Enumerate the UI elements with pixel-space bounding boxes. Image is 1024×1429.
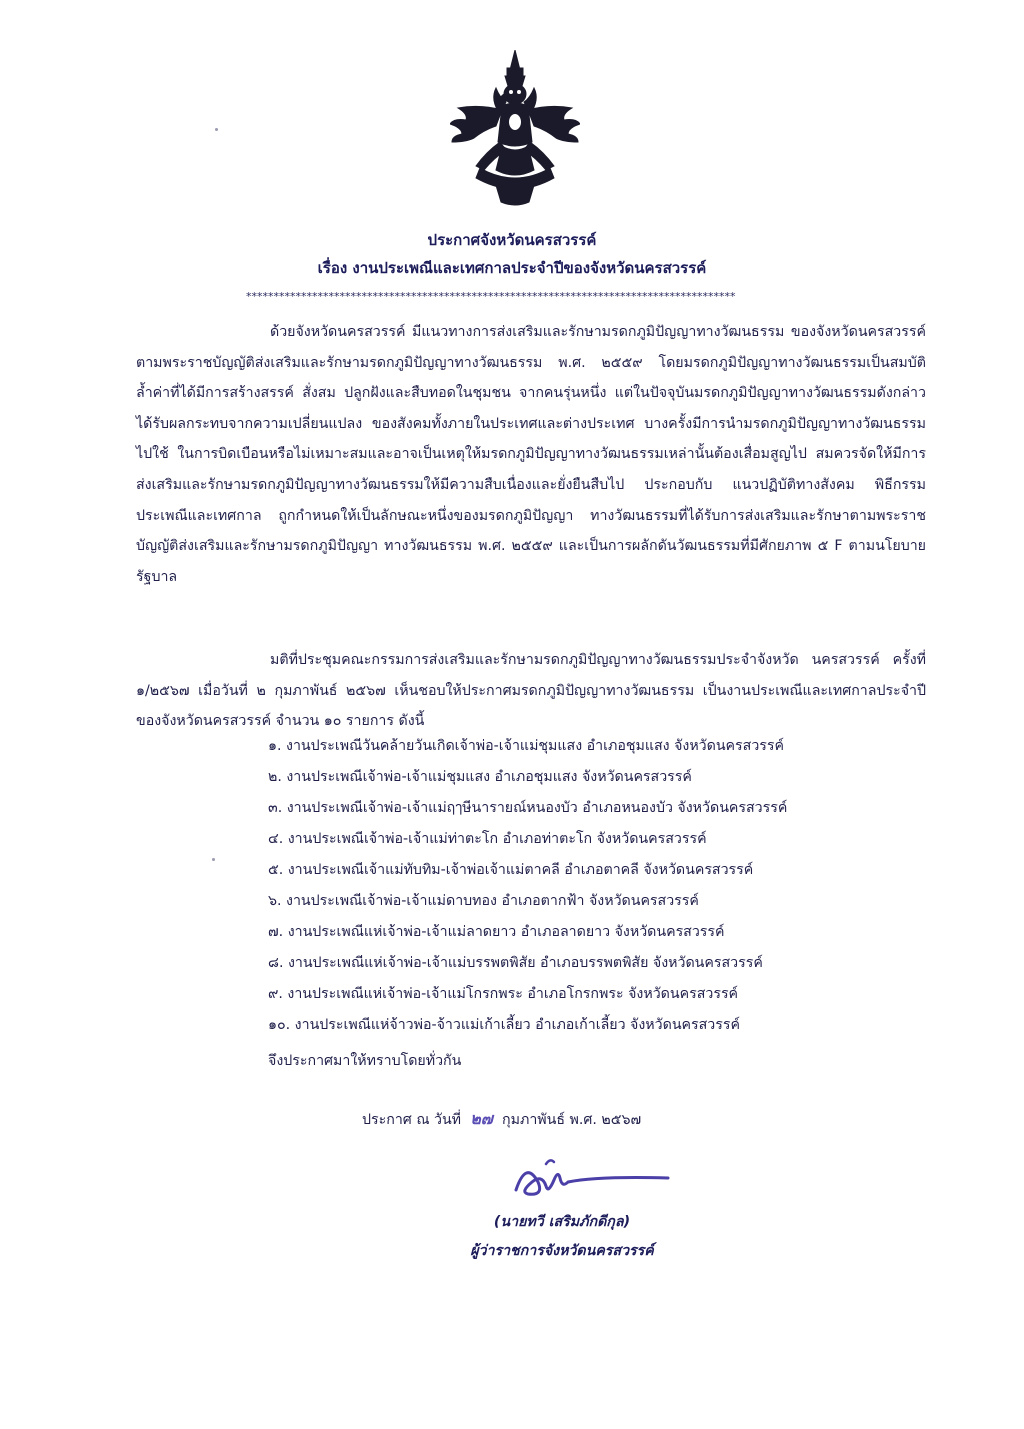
- garuda-emblem-icon: [450, 50, 580, 210]
- announcement-title: ประกาศจังหวัดนครสวรรค์: [427, 231, 597, 249]
- announcement-subject: เรื่อง งานประเพณีและเทศกาลประจำปีของจังหวัดนครสวรรค์: [317, 259, 707, 277]
- signature-icon: [506, 1150, 686, 1210]
- signer-position: ผู้ว่าราชการจังหวัดนครสวรรค์: [470, 1243, 654, 1259]
- date-prefix: ประกาศ ณ วันที่: [362, 1112, 462, 1128]
- paragraph-2: มติที่ประชุมคณะกรรมการส่งเสริมและรักษามรดกภูมิปัญญาทางวัฒนธรรมประจำจังหวัด นครสวรรค์ ครั้งที่ ๑/๒๕๖๗ เมื่อวันที่ ๒ กุมภาพันธ์ ๒๕๖๗ เห็นชอบให้ประกาศมรดกภูมิปัญญาทางวัฒนธรรม เป็นงานประเพณีและเทศกาลประจำปีของจังหวัดนครสวรรค์ จำนวน ๑๐ รายการ ดังนี้: [136, 652, 926, 730]
- list-item: ๗. งานประเพณีแห่เจ้าพ่อ-เจ้าแม่ลาดยาว อำเภอลาดยาว จังหวัดนครสวรรค์: [268, 924, 725, 940]
- list-item: ๘. งานประเพณีแห่เจ้าพ่อ-เจ้าแม่บรรพตพิสัย อำเภอบรรพตพิสัย จังหวัดนครสวรรค์: [268, 955, 763, 971]
- list-item: ๓. งานประเพณีเจ้าพ่อ-เจ้าแม่ฤๅษีนารายณ์หนองบัว อำเภอหนองบัว จังหวัดนครสวรรค์: [268, 800, 788, 816]
- list-item: ๒. งานประเพณีเจ้าพ่อ-เจ้าแม่ชุมแสง อำเภอชุมแสง จังหวัดนครสวรรค์: [268, 769, 692, 785]
- list-item: ๖. งานประเพณีเจ้าพ่อ-เจ้าแม่ดาบทอง อำเภอตากฟ้า จังหวัดนครสวรรค์: [268, 893, 699, 909]
- list-item: ๑. งานประเพณีวันคล้ายวันเกิดเจ้าพ่อ-เจ้าแม่ชุมแสง อำเภอชุมแสง จังหวัดนครสวรรค์: [268, 738, 785, 754]
- scan-speck: [212, 858, 215, 861]
- scan-speck: [215, 128, 218, 131]
- announcement-date: [362, 1107, 641, 1132]
- closing-statement: จึงประกาศมาให้ทราบโดยทั่วกัน: [268, 1053, 462, 1069]
- date-suffix: กุมภาพันธ์ พ.ศ. ๒๕๖๗: [502, 1112, 642, 1128]
- list-item: ๕. งานประเพณีเจ้าแม่ทับทิม-เจ้าพ่อเจ้าแม่ตาคลี อำเภอตาคลี จังหวัดนครสวรรค์: [268, 862, 754, 878]
- paragraph-1: ด้วยจังหวัดนครสวรรค์ มีแนวทางการส่งเสริมและรักษามรดกภูมิปัญญาทางวัฒนธรรม ของจังหวัดนครสวรรค์ ตามพระราชบัญญัติส่งเสริมและรักษามรดกภูมิปัญญาทางวัฒนธรรม พ.ศ. ๒๕๕๙ โดยมรดกภูมิปัญญาทางวัฒนธรรมเป็นสมบัติล้ำค่าที่ได้มีการสร้างสรรค์ สั่งสม ปลูกฝังและสืบทอดในชุมชน จากคนรุ่นหนึ่ง แต่ในปัจจุบันมรดกภูมิปัญญาทางวัฒนธรรมดังกล่าวได้รับผลกระทบจากความเปลี่ยนแปลง ของสังคมทั้งภายในประเทศและต่างประเทศ บางครั้งมีการนำมรดกภูมิปัญญาทางวัฒนธรรมไปใช้ ในการบิดเบือนหรือไม่เหมาะสมและอาจเป็นเหตุให้มรดกภูมิปัญญาทางวัฒนธรรมเหล่านั้นต้องเสื่อมสูญไป สมควรจัดให้มีการส่งเสริมและรักษามรดกภูมิปัญญาทางวัฒนธรรมให้มีความสืบเนื่องและยั่งยืนสืบไป ประกอบกับ แนวปฏิบัติทางสังคม พิธีกรรม ประเพณีและเทศกาล ถูกกำหนดให้เป็นลักษณะหนึ่งของมรดกภูมิปัญญา ทางวัฒนธรรมที่ได้รับการส่งเสริมและรักษาตามพระราชบัญญัติส่งเสริมและรักษามรดกภูมิปัญญา ทางวัฒนธรรม พ.ศ. ๒๕๕๙ และเป็นการผลักดันวัฒนธรรมที่มีศักยภาพ ๕ F ตามนโยบายรัฐบาล: [136, 324, 926, 585]
- list-item: ๙. งานประเพณีแห่เจ้าพ่อ-เจ้าแม่โกรกพระ อำเภอโกรกพระ จังหวัดนครสวรรค์: [268, 986, 739, 1002]
- separator-line: *****************************************************************************************: [246, 290, 736, 303]
- list-item: ๑๐. งานประเพณีแห่จ้าวพ่อ-จ้าวแม่เก้าเลี้ยว อำเภอเก้าเลี้ยว จังหวัดนครสวรรค์: [268, 1017, 740, 1033]
- signer-name: (นายทวี เสริมภักดีกุล): [493, 1214, 631, 1230]
- tradition-list: [268, 731, 968, 1041]
- list-item: ๔. งานประเพณีเจ้าพ่อ-เจ้าแม่ท่าตะโก อำเภอท่าตะโก จังหวัดนครสวรรค์: [268, 831, 707, 847]
- date-day-handwritten: ๒๗: [470, 1109, 493, 1128]
